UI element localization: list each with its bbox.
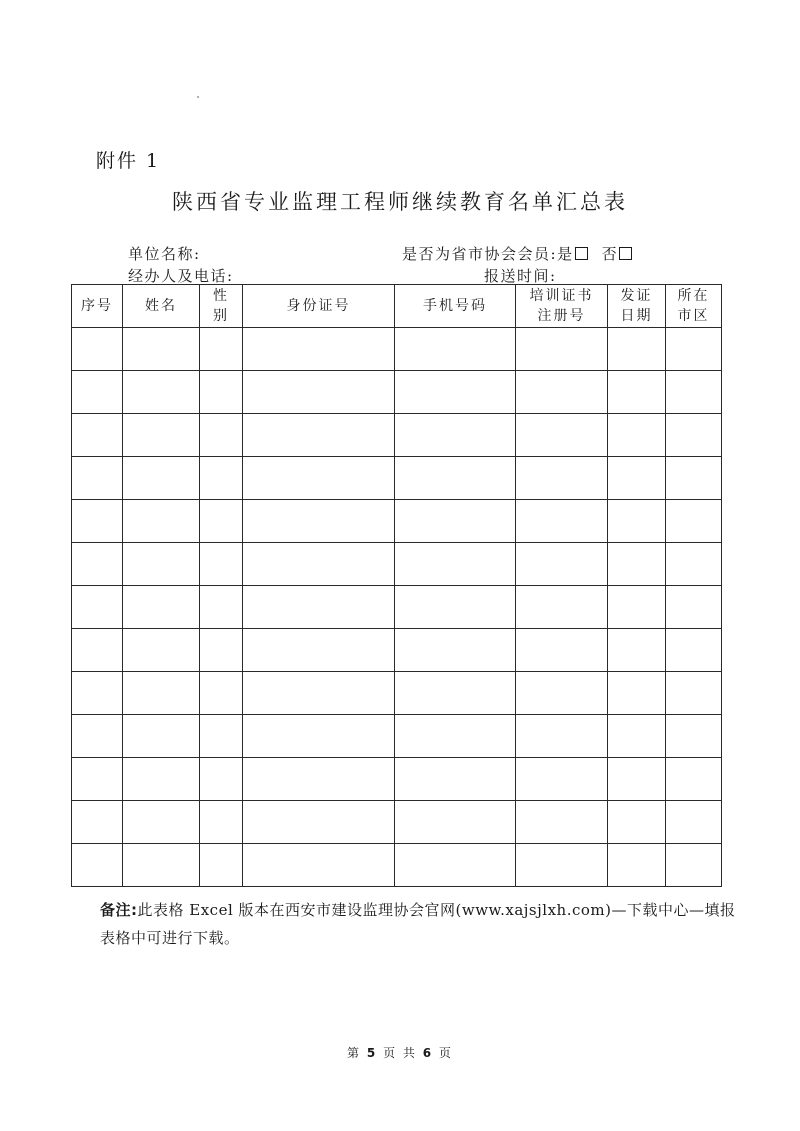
footer-prefix: 第 [347, 1046, 362, 1060]
cell-id-number[interactable] [243, 844, 395, 887]
cell-name[interactable] [123, 371, 200, 414]
cell-certificate[interactable] [516, 801, 608, 844]
table-row [72, 457, 722, 500]
cell-district[interactable] [666, 629, 722, 672]
table-row [72, 543, 722, 586]
cell-gender[interactable] [200, 586, 243, 629]
cell-gender[interactable] [200, 758, 243, 801]
cell-phone[interactable] [395, 801, 516, 844]
table-row [72, 629, 722, 672]
cell-seq[interactable] [72, 758, 123, 801]
cell-id-number[interactable] [243, 457, 395, 500]
cell-phone[interactable] [395, 844, 516, 887]
cell-seq[interactable] [72, 371, 123, 414]
cell-name[interactable] [123, 500, 200, 543]
header-certificate-line1: 培训证书 [529, 288, 594, 304]
cell-district[interactable] [666, 371, 722, 414]
header-issue-date [608, 285, 666, 328]
table-row [72, 328, 722, 371]
cell-district[interactable] [666, 715, 722, 758]
cell-phone[interactable] [395, 629, 516, 672]
cell-district[interactable] [666, 500, 722, 543]
header-gender-line2: 别 [213, 308, 229, 324]
cell-name[interactable] [123, 457, 200, 500]
remark-label: 备注: [100, 901, 138, 919]
header-name [123, 285, 200, 328]
footer-total-pages: 6 [422, 1046, 434, 1060]
header-district [666, 285, 722, 328]
cell-issue-date[interactable] [608, 715, 666, 758]
cell-id-number[interactable] [243, 414, 395, 457]
submit-time-label [484, 265, 557, 286]
cell-certificate[interactable] [516, 500, 608, 543]
table-row [72, 500, 722, 543]
cell-issue-date[interactable] [608, 672, 666, 715]
cell-gender[interactable] [200, 672, 243, 715]
cell-issue-date[interactable] [608, 500, 666, 543]
cell-id-number[interactable] [243, 629, 395, 672]
cell-district[interactable] [666, 457, 722, 500]
header-gender-line1: 性 [213, 288, 229, 304]
cell-issue-date[interactable] [608, 844, 666, 887]
registration-table [71, 284, 722, 887]
cell-phone[interactable] [395, 414, 516, 457]
cell-name[interactable] [123, 715, 200, 758]
cell-seq[interactable] [72, 844, 123, 887]
cell-name[interactable] [123, 758, 200, 801]
cell-id-number[interactable] [243, 500, 395, 543]
cell-district[interactable] [666, 844, 722, 887]
cell-id-number[interactable] [243, 371, 395, 414]
cell-gender[interactable] [200, 414, 243, 457]
cell-phone[interactable] [395, 672, 516, 715]
table-row [72, 801, 722, 844]
cell-name[interactable] [123, 801, 200, 844]
page-footer [0, 1044, 800, 1061]
table-row [72, 758, 722, 801]
cell-issue-date[interactable] [608, 586, 666, 629]
cell-phone[interactable] [395, 328, 516, 371]
cell-issue-date[interactable] [608, 629, 666, 672]
cell-name[interactable] [123, 414, 200, 457]
cell-id-number[interactable] [243, 801, 395, 844]
cell-seq[interactable] [72, 457, 123, 500]
table-header-row [72, 285, 722, 328]
table-row [72, 844, 722, 887]
cell-id-number[interactable] [243, 586, 395, 629]
cell-seq[interactable] [72, 414, 123, 457]
no-checkbox[interactable] [619, 247, 632, 260]
cell-phone[interactable] [395, 457, 516, 500]
cell-certificate[interactable] [516, 758, 608, 801]
header-seq [72, 285, 123, 328]
cell-seq[interactable] [72, 328, 123, 371]
cell-gender[interactable] [200, 629, 243, 672]
scan-speck [197, 96, 199, 98]
cell-phone[interactable] [395, 543, 516, 586]
cell-district[interactable] [666, 801, 722, 844]
cell-gender[interactable] [200, 371, 243, 414]
cell-issue-date[interactable] [608, 543, 666, 586]
header-seq-text: 序号 [81, 298, 113, 314]
cell-issue-date[interactable] [608, 414, 666, 457]
cell-id-number[interactable] [243, 328, 395, 371]
cell-gender[interactable] [200, 844, 243, 887]
cell-name[interactable] [123, 328, 200, 371]
footer-middle: 页 共 [383, 1046, 417, 1060]
table-body [72, 328, 722, 887]
cell-certificate[interactable] [516, 629, 608, 672]
cell-certificate[interactable] [516, 844, 608, 887]
cell-gender[interactable] [200, 543, 243, 586]
cell-id-number[interactable] [243, 715, 395, 758]
header-issue-date-line2: 日期 [620, 308, 653, 324]
cell-certificate[interactable] [516, 371, 608, 414]
cell-issue-date[interactable] [608, 758, 666, 801]
cell-certificate[interactable] [516, 543, 608, 586]
header-phone-text: 手机号码 [423, 298, 487, 314]
cell-name[interactable] [123, 844, 200, 887]
header-certificate-line2: 注册号 [537, 308, 586, 324]
cell-district[interactable] [666, 328, 722, 371]
cell-district[interactable] [666, 543, 722, 586]
cell-issue-date[interactable] [608, 457, 666, 500]
cell-name[interactable] [123, 543, 200, 586]
member-question-text: 是否为省市协会会员: [402, 245, 558, 263]
cell-certificate[interactable] [516, 414, 608, 457]
cell-gender[interactable] [200, 801, 243, 844]
contact-label [128, 265, 234, 286]
cell-seq[interactable] [72, 629, 123, 672]
cell-phone[interactable] [395, 586, 516, 629]
remark-text: 此表格 Excel 版本在西安市建设监理协会官网(www.xajsjlxh.com)—下载中心—填报表格中可进行下载。 [100, 901, 736, 947]
cell-district[interactable] [666, 414, 722, 457]
unit-name-text: 单位名称: [128, 245, 201, 263]
cell-id-number[interactable] [243, 758, 395, 801]
cell-gender[interactable] [200, 457, 243, 500]
cell-certificate[interactable] [516, 457, 608, 500]
cell-issue-date[interactable] [608, 328, 666, 371]
header-district-line2: 市区 [677, 308, 710, 324]
cell-phone[interactable] [395, 371, 516, 414]
cell-certificate[interactable] [516, 328, 608, 371]
table-row [72, 414, 722, 457]
remark [100, 896, 740, 952]
cell-seq[interactable] [72, 715, 123, 758]
page-title: 陕西省专业监理工程师继续教育名单汇总表 [172, 190, 628, 214]
header-certificate [516, 285, 608, 328]
unit-name-label [128, 243, 201, 264]
cell-id-number[interactable] [243, 672, 395, 715]
cell-certificate[interactable] [516, 672, 608, 715]
header-phone [395, 285, 516, 328]
footer-suffix: 页 [438, 1046, 453, 1060]
cell-gender[interactable] [200, 500, 243, 543]
cell-name[interactable] [123, 629, 200, 672]
cell-gender[interactable] [200, 715, 243, 758]
header-id-number [243, 285, 395, 328]
cell-name[interactable] [123, 586, 200, 629]
cell-district[interactable] [666, 586, 722, 629]
header-name-text: 姓名 [145, 298, 177, 314]
contact-text: 经办人及电话: [128, 267, 234, 285]
cell-district[interactable] [666, 672, 722, 715]
cell-issue-date[interactable] [608, 801, 666, 844]
submit-time-text: 报送时间: [484, 267, 557, 285]
table-row [72, 715, 722, 758]
header-gender [200, 285, 243, 328]
member-question [402, 243, 632, 264]
table-row [72, 672, 722, 715]
footer-page-number: 5 [366, 1046, 378, 1060]
cell-district[interactable] [666, 758, 722, 801]
cell-certificate[interactable] [516, 715, 608, 758]
cell-name[interactable] [123, 672, 200, 715]
table-row [72, 586, 722, 629]
cell-gender[interactable] [200, 328, 243, 371]
header-issue-date-line1: 发证 [620, 288, 653, 304]
cell-seq[interactable] [72, 801, 123, 844]
cell-seq[interactable] [72, 586, 123, 629]
cell-seq[interactable] [72, 672, 123, 715]
cell-seq[interactable] [72, 500, 123, 543]
cell-phone[interactable] [395, 715, 516, 758]
yes-checkbox[interactable] [575, 247, 588, 260]
cell-issue-date[interactable] [608, 371, 666, 414]
attachment-label: 附件 1 [96, 150, 161, 172]
header-district-line1: 所在 [677, 288, 710, 304]
header-id-text: 身份证号 [286, 298, 351, 314]
cell-phone[interactable] [395, 758, 516, 801]
cell-phone[interactable] [395, 500, 516, 543]
no-option-label: 否 [601, 245, 619, 263]
yes-option-label: 是 [557, 245, 574, 263]
table-row [72, 371, 722, 414]
cell-seq[interactable] [72, 543, 123, 586]
cell-certificate[interactable] [516, 586, 608, 629]
cell-id-number[interactable] [243, 543, 395, 586]
